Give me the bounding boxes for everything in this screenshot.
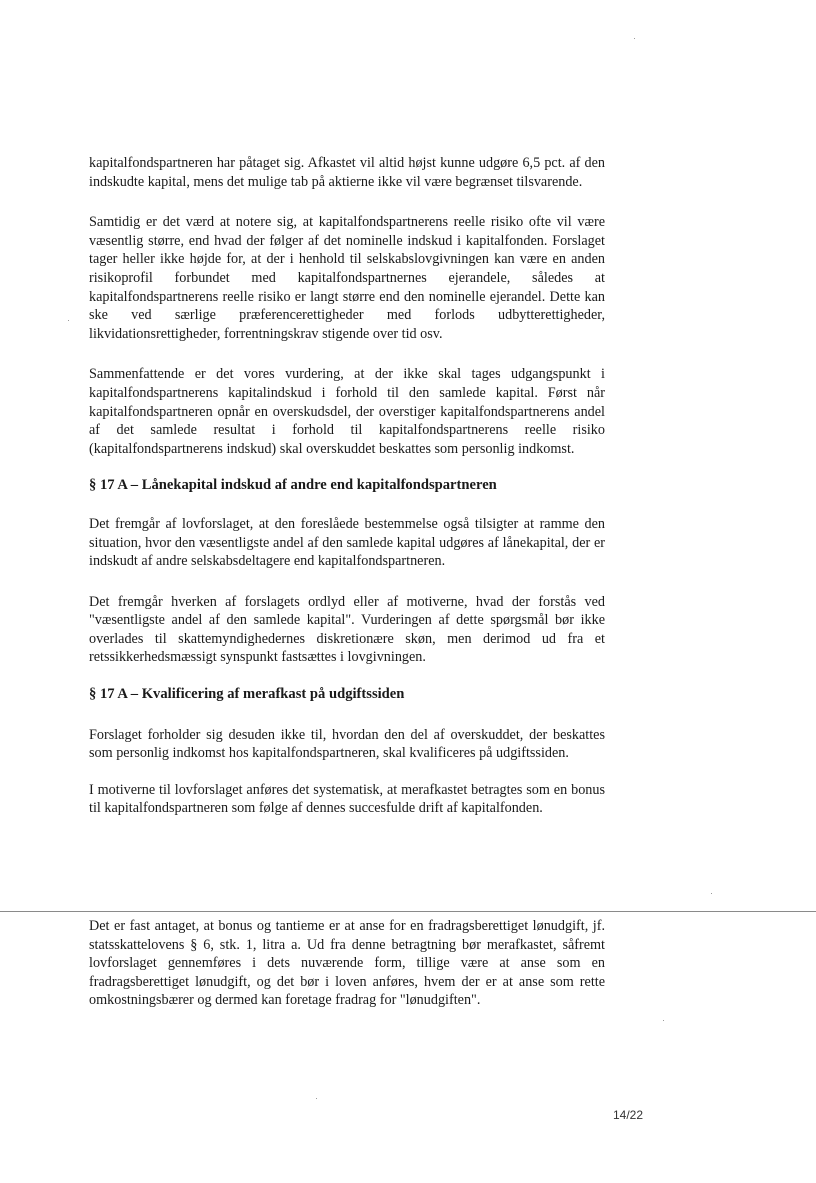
scan-speck bbox=[316, 1098, 317, 1099]
scan-divider-line bbox=[0, 911, 816, 912]
section-heading-excess-return: § 17 A – Kvalificering af merafkast på udgiftssiden bbox=[89, 686, 405, 703]
scan-speck bbox=[663, 1020, 664, 1021]
paragraph-bonus: I motiverne til lovforslaget anføres det systematisk, at merafkastet betragtes som en bonus til kapitalfondspartneren som følge af dennes succesfulde drift af kapitalfonden. bbox=[89, 781, 605, 817]
document-body-continued bbox=[89, 917, 605, 1032]
paragraph-expense-side: Forslaget forholder sig desuden ikke til, hvordan den del af overskuddet, der beskattes som personlig indkomst hos kapitalfondspartneren, skal kvalificeres på udgiftssiden. bbox=[89, 726, 605, 762]
document-body bbox=[89, 154, 605, 836]
scan-speck bbox=[634, 38, 635, 39]
page-number: 14/22 bbox=[613, 1108, 644, 1122]
paragraph-risk-return: kapitalfondspartneren har påtaget sig. Afkastet vil altid højst kunne udgøre 6,5 pct. af den indskudte kapital, mens det mulige tab på aktierne ikke vil være begrænset tilsvarende. bbox=[89, 155, 605, 190]
paragraph-real-risk: Samtidig er det værd at notere sig, at kapitalfondspartnerens reelle risiko ofte vil være væsentlig større, end hvad der følger af det nominelle indskud i kapitalfonden. Forslaget tager heller ikke højde for, at der i henhold til selskabslovgivningen kan være en anden risikoprofil forbundet med kapitalfondspartnernes ejerandele, således at kapitalfondspartnerens reelle risiko er langt større end den nominelle ejerandel. Dette kan ske ved særlige præferencerettigheder med forlods udbytterettigheder, likvidationsrettigheder, forrentningskrav stigende over tid osv. bbox=[89, 214, 605, 342]
paragraph-loan-capital: Det fremgår af lovforslaget, at den foreslåede bestemmelse også tilsigter at ramme den situation, hvor den væsentligste andel af den samlede kapital udgøres af lånekapital, der er indskudt af andre selskabsdeltagere end kapitalfondspartneren. bbox=[89, 515, 605, 570]
section-heading-loan-capital: § 17 A – Lånekapital indskud af andre end kapitalfondspartneren bbox=[89, 477, 497, 494]
scan-speck bbox=[68, 320, 69, 321]
paragraph-significant-share: Det fremgår hverken af forslagets ordlyd eller af motiverne, hvad der forstås ved "væsentligste andel af den samlede kapital". Vurderingen af dette spørgsmål bør ikke overlades til skattemyndighedernes diskretionære skøn, men derimod ud fra et retssikkerhedsmæssigt synspunkt fastsættes i lovgivningen. bbox=[89, 593, 605, 666]
scan-speck bbox=[711, 893, 712, 894]
paragraph-deductible-salary: Det er fast antaget, at bonus og tantieme er at anse for en fradragsberettiget lønudgift, jf. statsskattelovens § 6, stk. 1, litra a. Ud fra denne betragtning bør merafkastet, såfremt lovforslaget gennemføres i dets nuværende form, tillige være at anse som en fradragsberettiget lønudgift, og det bør i loven anføres, hvem der er at anse som rette omkostningsbærer og dermed kan foretage fradrag for "lønudgiften". bbox=[89, 918, 605, 1009]
paragraph-summary: Sammenfattende er det vores vurdering, at der ikke skal tages udgangspunkt i kapitalfondspartnerens kapitalindskud i forhold til den samlede kapital. Først når kapitalfondspartneren opnår en overskudsdel, der overstiger kapitalfondspartnerens andel af det samlede resultat i forhold til kapitalfondspartnerens reelle risiko (kapitalfondspartnerens indskud) skal overskuddet beskattes som personlig indkomst. bbox=[89, 366, 605, 457]
